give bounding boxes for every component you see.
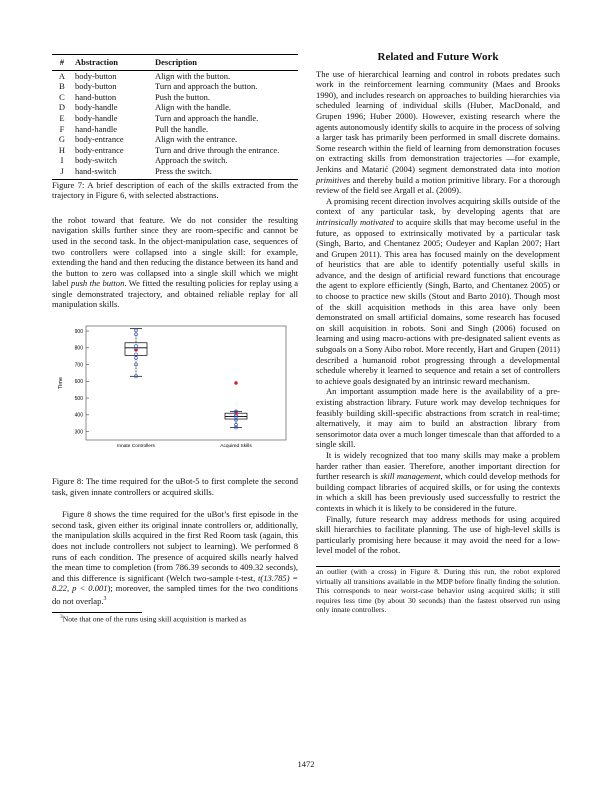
right-column	[316, 50, 560, 615]
table-cell: I	[60, 155, 64, 166]
emphasis-text: intrinsically motivated	[316, 216, 394, 227]
table-cell: A	[58, 70, 66, 81]
table-header-cell: Abstraction	[72, 55, 152, 71]
table-cell: hand-switch	[72, 166, 152, 179]
table-cell: H	[58, 144, 66, 155]
body-paragraph	[316, 69, 560, 196]
y-tick-label: 500	[74, 395, 83, 402]
paragraph-text: It is widely recognized that too many skills may make a problem harder rather than easier. Therefore, another important direction for further research is	[316, 449, 560, 482]
y-tick-label: 900	[74, 328, 83, 335]
skills-table	[52, 54, 298, 180]
body-paragraph: Finally, future research may address methods for using acquired skill hierarchies to facilitate planning. The use of high-level skills is particularly promising here because it may avoid the need for a low-level model of the robot.	[316, 513, 560, 556]
table-cell: D	[58, 102, 66, 113]
paragraph-text: A promising recent direction involves acquiring skills outside of the context of any particular task, by developing agents that are	[316, 195, 560, 217]
table-cell: Turn and approach the handle.	[155, 112, 259, 123]
table-cell: body-button	[75, 81, 117, 92]
table-cell: Align with the button.	[155, 70, 231, 81]
y-tick-label: 300	[74, 429, 83, 436]
table-cell: body-switch	[75, 155, 118, 166]
math-text: t(13.785) = 8.22, p < 0.001	[52, 572, 298, 594]
left-column	[52, 50, 298, 624]
plot-frame	[86, 326, 286, 440]
paragraph-text: . We fitted the resulting policies for replay using a single demonstrated trajectory, and obtained reliable replay for all manipulation skills.	[52, 278, 298, 310]
table-cell: Pull the handle.	[155, 123, 209, 134]
table-cell: body-button	[75, 70, 117, 81]
mean-point	[235, 412, 238, 415]
paragraph-text: Figure 8 shows the time required for the uBot’s first episode in the second task, given either its original innate controllers or, additionally, the manipulation skills acquired in the first Red Room task (again, this does not include controllers not subject to learning). We performed 8 runs of each condition. The presence of acquired skills nearly halved the mean time to completion (from 786.39 seconds to 409.32 seconds), and this difference is significant (Welch two-sample t-test,	[52, 509, 298, 583]
footnote-mark: 3	[60, 614, 63, 621]
table-cell: hand-handle	[75, 123, 118, 134]
figure-8-chart	[52, 322, 298, 462]
table-cell: Turn and drive through the entrance.	[155, 144, 280, 155]
paragraph-text: The use of hierarchical learning and control in robots predates such work in the reinforcement learning community (Maes and Brooks 1990), and includes research on approaches to building hierarchies via scheduled learning of individual skills (Huber, MacDonald, and Grupen 1996; Huber 2000). However, existing research where the agents autonomously identify skills to acquire in the process of solving a larger task has primarily been performed in small discrete domains. Some research within the field of learning from demonstration focuses on extracting skills from demonstration trajectories —for example, Jenkins and Matarić (2004) segment demonstrated data into	[316, 68, 560, 174]
body-paragraph	[52, 509, 298, 606]
paragraph-text: , which could develop methods for building compact libraries of acquired skills, or for using the contexts in which a skill has been previously used successfully to restrict the contexts in which it is likely to be considered in the future.	[316, 471, 560, 513]
figure-7-caption: Figure 7: A brief description of each of the skills extracted from the trajectory in Figure 6, with selected abstractions.	[52, 179, 298, 201]
table-cell: body-entrance	[75, 134, 124, 145]
mean-point	[135, 349, 138, 352]
table-row	[52, 81, 298, 92]
page-number: 1472	[297, 759, 315, 769]
paragraph-text: and thereby build a motion primitive library. For a thorough review of the field see Argall et al. (2009).	[316, 174, 560, 196]
figure-8-caption: Figure 8: The time required for the uBot-5 to first complete the second task, given innate controllers or acquired skills.	[52, 476, 298, 497]
table-row	[52, 166, 298, 179]
body-paragraph	[316, 196, 560, 387]
y-tick-label: 400	[74, 412, 83, 419]
footnote-text: Note that one of the runs using skill acquisition is marked as	[62, 614, 247, 624]
table-header-cell: Description	[152, 55, 298, 71]
table-row	[52, 145, 298, 156]
table-cell: G	[58, 134, 66, 145]
table-cell: B	[59, 81, 65, 92]
table-cell: Press the switch.	[152, 166, 298, 179]
table-cell: body-handle	[75, 112, 118, 123]
body-paragraph: An important assumption made here is the availability of a pre-existing abstraction library. Future work may develop techniques for feasibly building skill-specific abstractions from scratch in real-time; alternatively, it may aim to build an abstraction library from sensorimotor data over a much longer timescale than that afforded to a single skill.	[316, 386, 560, 450]
box-plot	[52, 322, 298, 462]
paragraph-text: to acquire skills that may become useful in the future, as opposed to extrinsically motivated by a particular task (Singh, Barto, and Chentanez 2005; Oudeyer and Kaplan 2007; Hart and Grupen 2011). This area has focused mainly on the development of heuristics that are able to identify potentially useful skills in advance, and the design of artificial reward functions that encourage the agent to explore efficiently (Singh, Barto, and Chentanez 2005) or to choose to practice new skills (Stout and Barto 2010). Though most of the skill acquisition methods in this area have only been demonstrated on small artificial domains, some research has focused on skill acquisition in robots. Soni and Singh (2006) focused on learning and using macro-actions with pre-designated salient events as subgoals on a Sony Aibo robot. More recently, Hart and Grupen (2011) described a humanoid robot progressing through a developmental schedule whereby it learned to sequence and retain a set of controllers to achieve goals designated by an intrinsic reward mechanism.	[316, 216, 560, 386]
table-cell: E	[59, 112, 65, 123]
table-row	[52, 155, 298, 166]
table-cell: Turn and approach the button.	[155, 81, 258, 92]
y-tick-label: 700	[74, 362, 83, 369]
footnote-continued: an outlier (with a cross) in Figure 8. During this run, the robot explored virtually all transitions available in the MDP before finally finding the solution. This corresponds to near worst-case behavior using acquired skills; it still requires less time (by about 30 seconds) than the fastest observed run using only innate controllers.	[316, 566, 560, 615]
footnote-mark: 3	[103, 596, 107, 602]
y-tick-label: 800	[74, 345, 83, 352]
body-paragraph	[52, 215, 298, 310]
table-cell: body-entrance	[75, 144, 124, 155]
table-row	[52, 124, 298, 135]
y-tick-label: 600	[74, 379, 83, 386]
footnote	[52, 613, 298, 624]
table-cell: Push the button.	[155, 91, 211, 102]
table-cell: Approach the switch.	[155, 155, 228, 166]
paragraph-text: ); moreover, the sampled times for the two conditions do not overlap.	[52, 583, 298, 606]
y-axis-label: Time	[58, 377, 64, 390]
table-row	[52, 92, 298, 103]
paragraph-text: the robot toward that feature. We do not consider the resulting navigation skills further since they are room-specific and cannot be used in the second task. In the object-manipulation case, sequences of two controllers were collapsed into a single skill: for example, extending the hand and then reducing the distance between its hand and the button to zero was collapsed into a single skill which we might label	[52, 214, 298, 289]
table-header-row	[52, 55, 298, 71]
x-category-label: Acquired Skills	[220, 444, 252, 450]
table-row	[52, 134, 298, 145]
table-row	[52, 102, 298, 113]
table-row	[52, 70, 298, 81]
section-title: Related and Future Work	[377, 51, 499, 63]
table-cell: Align with the handle.	[155, 102, 232, 113]
table-cell: J	[52, 166, 72, 179]
table-header-cell: #	[52, 55, 72, 71]
outlier-point	[234, 381, 237, 384]
table-cell: body-handle	[75, 102, 118, 113]
table-row	[52, 113, 298, 124]
table-cell: C	[59, 91, 65, 102]
table-cell: F	[59, 123, 65, 134]
table-cell: Align with the entrance.	[155, 134, 238, 145]
emphasis-text: skill management	[380, 471, 441, 482]
emphasis-text: motion primitives	[316, 163, 560, 185]
x-category-label: Innate Controllers	[117, 444, 155, 450]
emphasis-text: push the button	[71, 278, 125, 289]
table-cell: hand-button	[75, 91, 117, 102]
body-paragraph	[316, 450, 560, 514]
